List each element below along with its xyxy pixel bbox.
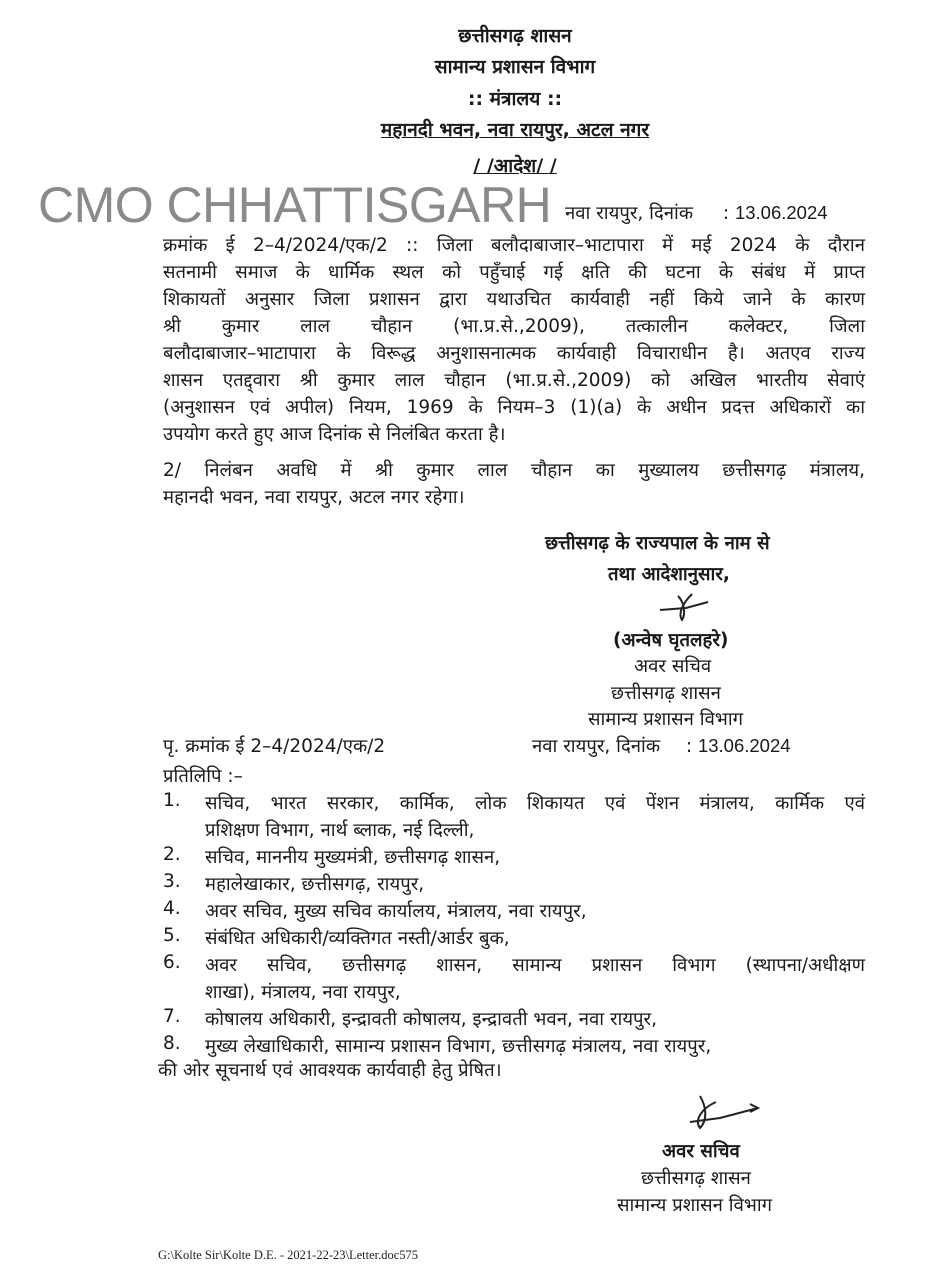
copy-list <box>163 790 865 1060</box>
list-number: 8. <box>163 1033 181 1054</box>
list-item <box>163 898 865 925</box>
list-item <box>163 1033 865 1060</box>
signatory2-dept: सामान्य प्रशासन विभाग <box>617 1195 773 1216</box>
signature-mark <box>656 588 716 624</box>
signatory-designation: अवर सचिव <box>634 656 712 677</box>
header-mantralaya: :: मंत्रालय :: <box>467 88 563 110</box>
header-address: महानदी भवन, नवा रायपुर, अटल नगर <box>380 119 650 141</box>
signatory2-govt: छत्तीसगढ़ शासन <box>641 1168 751 1189</box>
list-number: 7. <box>163 1006 181 1027</box>
governor-order-line1: छत्तीसगढ़ के राज्यपाल के नाम से <box>545 533 770 554</box>
list-number: 6. <box>163 952 181 973</box>
list-item <box>163 871 865 898</box>
list-number: 1. <box>163 790 181 811</box>
list-item-continuation <box>163 979 865 1006</box>
endorsement-place-date <box>532 733 791 758</box>
signatory2-designation: अवर सचिव <box>662 1141 740 1162</box>
para2-line: महानदी भवन, नवा रायपुर, अटल नगर रहेगा। <box>163 487 465 508</box>
copy-label: प्रतिलिपि :– <box>163 766 243 787</box>
date-sep: : <box>722 203 730 224</box>
list-item <box>163 844 865 871</box>
list-item-continuation <box>163 817 865 844</box>
para2-line: 2/ निलंबन अवधि में श्री कुमार लाल चौहान का मुख्यालय छत्तीसगढ़ मंत्रालय, <box>163 460 865 481</box>
closing-line: की ओर सूचनार्थ एवं आवश्यक कार्यवाही हेतु प्रेषित। <box>158 1060 502 1081</box>
footer-file-path: G:\Kolte Sir\Kolte D.E. - 2021-22-23\Letter.doc575 <box>158 1248 419 1262</box>
header-govt: छत्तीसगढ़ शासन <box>458 25 572 47</box>
order-paragraph-1 <box>163 232 865 448</box>
watermark: CMO CHHATTISGARH <box>38 177 552 233</box>
endorsement-sep: : <box>685 736 693 757</box>
signatory-name: (अन्वेष घृतलहरे) <box>613 630 729 651</box>
header-department: सामान्य प्रशासन विभाग <box>434 56 596 78</box>
para1-line: (अनुशासन एवं अपील) नियम, 1969 के नियम–3 (1)(a) के अधीन प्रदत्त अधिकारों का <box>163 397 865 418</box>
list-item <box>163 925 865 952</box>
para1-line: क्रमांक ई 2–4/2024/एक/2 :: जिला बलौदाबाजार–भाटापारा में मई 2024 के दौरान <box>163 235 865 256</box>
para1-line: सतनामी समाज के धार्मिक स्थल को पहुँचाई गई क्षति की घटना के संबंध में प्राप्त <box>163 262 865 283</box>
list-text: अवर सचिव, छत्तीसगढ़ शासन, सामान्य प्रशासन विभाग (स्थापना/अधीक्षण <box>205 955 865 976</box>
list-item <box>163 952 865 979</box>
endorsement-place-label: नवा रायपुर, दिनांक <box>532 736 661 757</box>
list-text: प्रशिक्षण विभाग, नार्थ ब्लाक, नई दिल्ली, <box>205 820 475 841</box>
signatory-govt: छत्तीसगढ़ शासन <box>611 683 721 704</box>
list-number: 2. <box>163 844 181 865</box>
list-item <box>163 1006 865 1033</box>
governor-order-line2: तथा आदेशानुसार, <box>608 564 730 585</box>
place-label: नवा रायपुर, दिनांक <box>565 203 694 224</box>
order-paragraph-2 <box>163 457 865 511</box>
signature-mark-2 <box>680 1092 764 1136</box>
endorsement-number: पृ. क्रमांक ई 2–4/2024/एक/2 <box>163 736 386 757</box>
list-number: 5. <box>163 925 181 946</box>
para1-line: शिकायतों अनुसार जिला प्रशासन द्वारा यथाउचित कार्यवाही नहीं किये जाने के कारण <box>163 289 865 310</box>
signatory-dept: सामान्य प्रशासन विभाग <box>588 709 744 730</box>
list-number: 4. <box>163 898 181 919</box>
para1-line: उपयोग करते हुए आज दिनांक से निलंबित करता है। <box>163 424 506 445</box>
list-text: सचिव, भारत सरकार, कार्मिक, लोक शिकायत एवं पेंशन मंत्रालय, कार्मिक एवं <box>205 793 865 814</box>
para1-line: श्री कुमार लाल चौहान (भा.प्र.से.,2009), तत्कालीन कलेक्टर, जिला <box>163 316 865 337</box>
endorsement-date: 13.06.2024 <box>697 735 791 756</box>
para1-line: बलौदाबाजार–भाटापारा के विरूद्ध अनुशासनात्मक कार्यवाही विचाराधीन है। अतएव राज्य <box>163 343 865 364</box>
para1-line: शासन एतद्द्वारा श्री कुमार लाल चौहान (भा.प्र.से.,2009) को अखिल भारतीय सेवाएं <box>163 370 865 391</box>
list-number: 3. <box>163 871 181 892</box>
list-text: मुख्य लेखाधिकारी, सामान्य प्रशासन विभाग, छत्तीसगढ़ मंत्रालय, नवा रायपुर, <box>205 1036 712 1057</box>
list-text: महालेखाकार, छत्तीसगढ़, रायपुर, <box>205 874 425 895</box>
order-date: 13.06.2024 <box>734 202 828 223</box>
list-text: शाखा), मंत्रालय, नवा रायपुर, <box>205 982 401 1003</box>
list-item <box>163 790 865 817</box>
list-text: सचिव, माननीय मुख्यमंत्री, छत्तीसगढ़ शासन, <box>205 847 501 868</box>
list-text: कोषालय अधिकारी, इन्द्रावती कोषालय, इन्द्रावती भवन, नवा रायपुर, <box>205 1009 658 1030</box>
list-text: संबंधित अधिकारी/व्यक्तिगत नस्ती/आर्डर बुक, <box>205 928 510 949</box>
list-text: अवर सचिव, मुख्य सचिव कार्यालय, मंत्रालय, नवा रायपुर, <box>205 901 587 922</box>
order-title: / /आदेश/ / <box>473 155 557 177</box>
place-date <box>565 200 828 225</box>
